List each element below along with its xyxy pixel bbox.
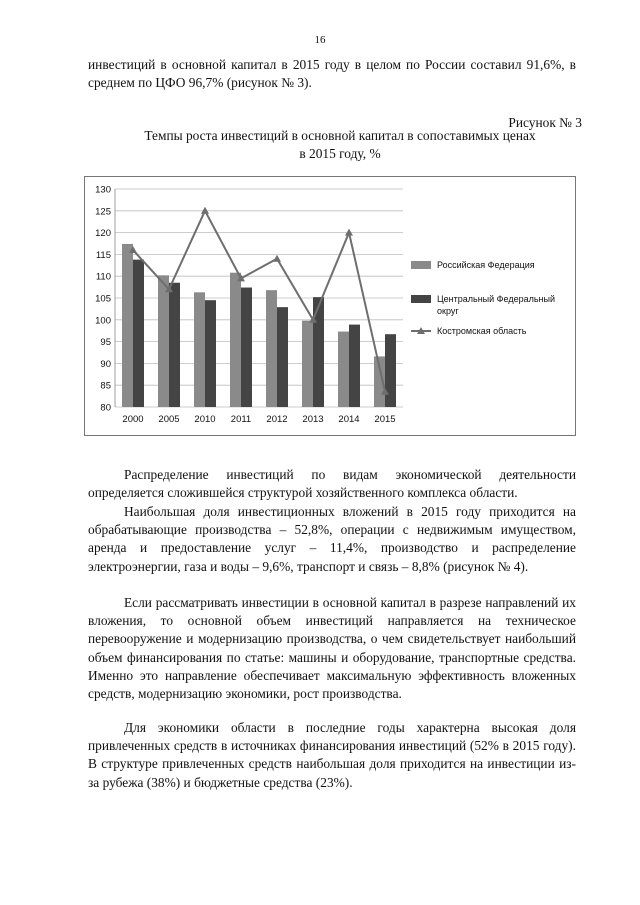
legend-swatch — [411, 295, 431, 303]
legend-swatch — [411, 261, 431, 269]
paragraph-distribution: Распределение инвестиций по видам экономической деятельности определяется сложившейся структурой хозяйственного комплекса области. — [88, 467, 576, 501]
bar-russia — [338, 332, 349, 407]
bar-cfo — [349, 325, 360, 407]
y-tick-label: 90 — [100, 358, 111, 370]
marker-kostroma — [201, 207, 209, 214]
paragraph-largest-share: Наибольшая доля инвестиционных вложений в 2015 году приходится на обрабатывающие производства – 52,8%, операции с недвижимым имуществом, аренда и предоставление услуг – 11,4%, производство и распределение электроэнергии, газа и воды – 9,6%, транспорт и связь – 8,8% (рисунок № 4). — [88, 504, 576, 574]
bar-cfo — [277, 307, 288, 407]
bar-russia — [302, 321, 313, 407]
y-tick-label: 85 — [100, 380, 111, 392]
y-tick-label: 130 — [95, 184, 111, 196]
bar-russia — [194, 292, 205, 407]
x-tick-label: 2010 — [194, 414, 216, 425]
intro-paragraph: инвестиций в основной капитал в 2015 году в целом по России составил 91,6%, в среднем по ЦФО 96,7% (рисунок № 3). — [88, 57, 576, 91]
bar-cfo — [169, 283, 180, 407]
bar-cfo — [133, 260, 144, 407]
bar-russia — [158, 275, 169, 407]
x-tick-label: 2013 — [302, 414, 324, 425]
y-tick-label: 115 — [95, 249, 111, 261]
marker-kostroma — [345, 229, 353, 236]
x-tick-label: 2014 — [338, 414, 360, 425]
bar-cfo — [205, 300, 216, 407]
x-tick-label: 2000 — [122, 414, 144, 425]
y-tick-label: 100 — [95, 315, 111, 327]
y-tick-label: 120 — [95, 228, 111, 240]
page-number: 16 — [314, 34, 326, 46]
x-tick-label: 2005 — [158, 414, 180, 425]
y-tick-label: 80 — [100, 402, 111, 414]
paragraph-attracted-funds: Для экономики области в последние годы характерна высокая доля привлеченных средств в источниках финансирования инвестиций (52% в 2015 году). В структуре привлеченных средств наибольшая доля приходится на инвестиции из-за рубежа (38%) и бюджетные средства (23%). — [88, 720, 576, 790]
x-tick-label: 2011 — [230, 414, 252, 425]
figure-label: Рисунок № 3 — [508, 115, 582, 130]
bar-russia — [122, 244, 133, 407]
marker-kostroma — [273, 255, 281, 262]
legend-label: Российская Федерация — [437, 260, 535, 270]
investment-growth-chart — [84, 176, 576, 436]
y-tick-label: 95 — [100, 337, 111, 349]
legend-label: Костромская область — [437, 326, 527, 336]
y-tick-label: 125 — [95, 206, 111, 218]
paragraph-directions: Если рассматривать инвестиции в основной капитал в разрезе направлений их вложения, то основной объем инвестиций направляется на техническое перевооружение и модернизацию производства, о чем свидетельствует наибольший объем финансирования по статье: машины и оборудование, транспортные средства. Именно это направление обеспечивает максимальную эффективность вложенных средств, модернизацию экономики, рост производства. — [88, 595, 576, 702]
chart-svg — [85, 177, 575, 435]
figure-title-line-1: Темпы роста инвестиций в основной капитал в сопоставимых ценах — [144, 128, 536, 143]
legend-label: Центральный Федеральный округ — [437, 294, 555, 316]
y-tick-label: 110 — [95, 271, 111, 283]
figure-title-line-2: в 2015 году, % — [299, 146, 381, 161]
bar-cfo — [385, 334, 396, 407]
bar-russia — [266, 290, 277, 407]
x-tick-label: 2012 — [266, 414, 288, 425]
figure-title — [110, 127, 570, 163]
y-tick-label: 105 — [95, 293, 111, 305]
bar-cfo — [241, 288, 252, 407]
bar-russia — [230, 273, 241, 407]
x-tick-label: 2015 — [374, 414, 396, 425]
